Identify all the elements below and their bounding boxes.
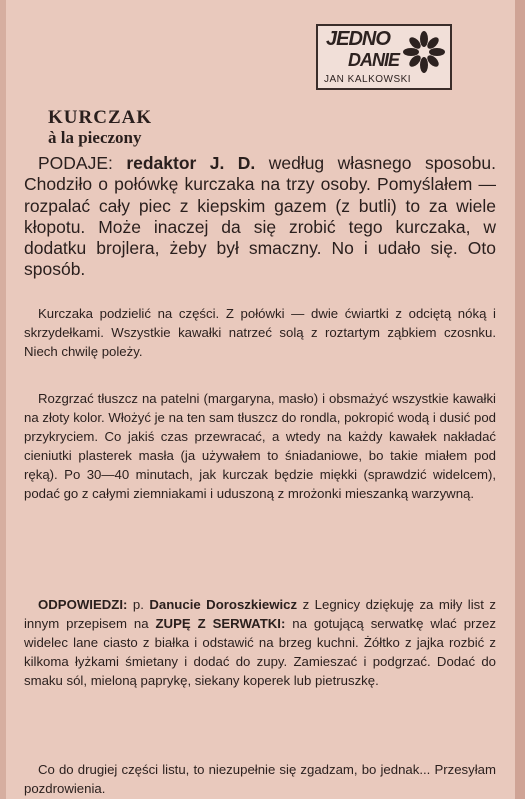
step-1-paragraph: Kurczaka podzielić na części. Z połówki — dwie ćwiartki z odciętą nóką i skrzydełkami. Wszystkie kawałki natrzeć solą z roztartym ząbkiem czosnku. Niech chwilę poleży. [24,306,496,359]
flower-icon [402,30,446,74]
intro-paragraph [24,153,496,281]
intro-text: według własnego sposobu. Chodziło o połówkę kurczaka na trzy osoby. Pomyślałem — rozpalać cały piec z kiepskim gazem (z butli) to za wiele kłopotu. Może inaczej da się zrobić tego kurczaka, w dodatku brojlera, żeby był smaczny. No i udało się. Oto sposób. [24,153,496,280]
column-logo [316,24,452,90]
recipe-subtitle: à la pieczony [48,128,142,147]
logo-line-1: JEDNO [326,28,390,50]
step-2-paragraph: Rozgrzać tłuszcz na patelni (margaryna, masło) i obsmażyć wszystkie kawałki na złoty kolor. Włożyć je na ten sam tłuszcz do rondla, pokropić wodą i dusić pod przykryciem. Co jakiś czas przewracać, a wtedy na każdy kawałek nakładać cieniutki plasterek masła (ja używałem to śniadaniowe, bo takie miałem pod ręką). Po 30—40 minutach, jak kurczak będzie miękki (sprawdzić widelcem), podać go z całymi ziemniakami i uduszoną z mrożonki mieszanką warzywną. [24,391,496,501]
addressee-name: Danucie Doroszkiewicz [149,597,298,612]
answers-lead: ODPOWIEDZI: [38,597,128,612]
recipe-title: KURCZAK [48,107,153,128]
intro-lead: PODAJE: [38,153,113,173]
soup-name: ZUPĘ Z SERWATKI: [155,616,286,631]
answers-text-a: z Legnicy dziękuję za miły list z innym przepisem na [24,597,497,631]
answers-paragraph [24,595,496,690]
column-author: JAN KALKOWSKI [324,74,412,85]
intro-editor: redaktor J. D. [126,153,256,173]
addressee-prefix: p. [132,597,144,612]
logo-line-2: DANIE [348,50,400,70]
closing-paragraph: Co do drugiej części listu, to niezupełnie się zgadzam, bo jednak... Przesyłam pozdrowienia. [24,762,496,796]
answers-text-b: na gotującą serwatkę wlać przez widelec lane ciasto z białka i odstawić na brzeg kuchni. Żółtko z jajka rozbić z kilkoma łyżkami śmietany i dodać do zupy. Zamieszać i podgrzać. Dodać do smaku sól, mieloną paprykę, siekany koperek lub pietruszkę. [24,616,496,688]
